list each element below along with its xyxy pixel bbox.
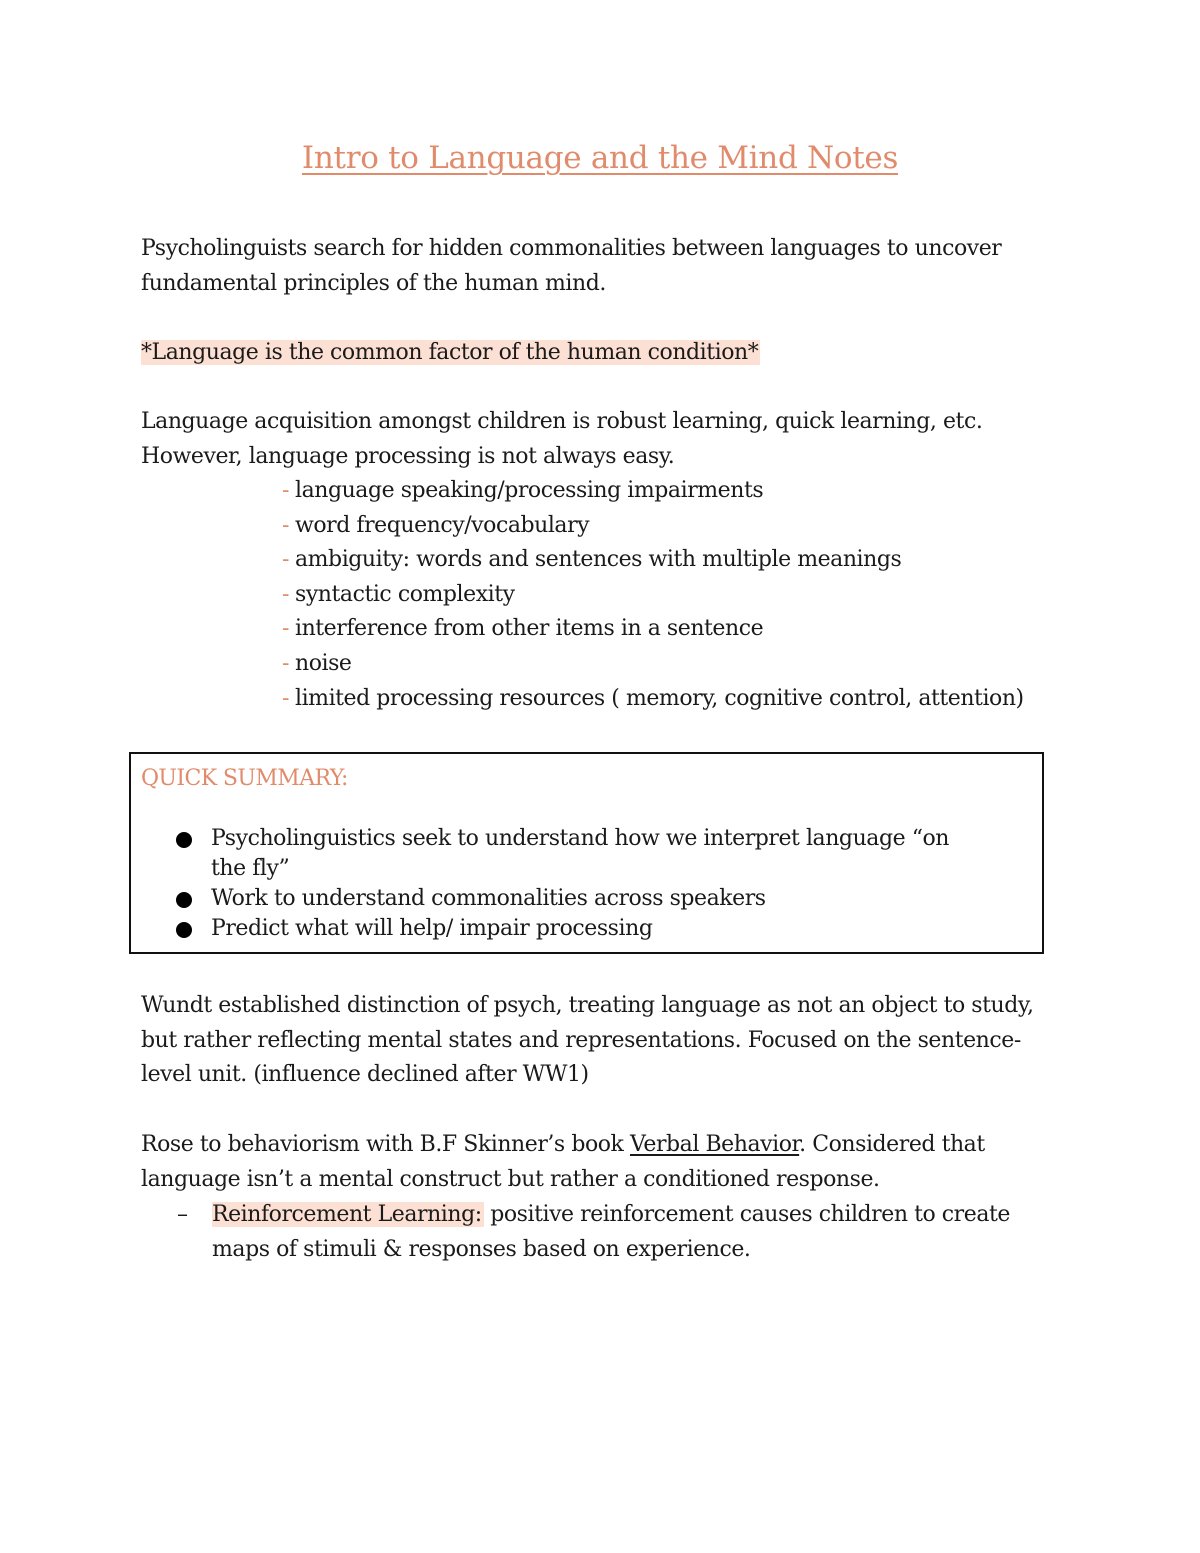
intro-paragraph: Psycholinguists search for hidden commonalities between languages to uncover fundamental principles of the human mind. <box>141 236 1002 296</box>
bullet-icon <box>176 892 192 908</box>
list-item: - syntactic complexity <box>282 581 515 607</box>
dash-marker: - <box>282 478 289 503</box>
quick-summary-box <box>129 752 1044 954</box>
dash-marker: - <box>282 581 289 607</box>
list-item: - word frequency/vocabulary <box>282 512 590 538</box>
acquisition-line-1: Language acquisition amongst children is robust learning, quick learning, etc. <box>141 409 983 434</box>
summary-item: Psycholinguistics seek to understand how we interpret language “on the fly” <box>131 824 951 884</box>
dash-marker: – <box>177 1202 188 1227</box>
reinforcement-term: Reinforcement Learning: <box>212 1202 482 1227</box>
list-item: - limited processing resources ( memory, cognitive control, attention) <box>282 685 1024 711</box>
list-item: - ambiguity: words and sentences with multiple meanings <box>282 547 902 573</box>
list-item: - language speaking/processing impairments <box>282 478 764 503</box>
highlight-note: *Language is the common factor of the human condition* <box>141 340 759 365</box>
bullet-icon <box>176 832 192 848</box>
summary-title: QUICK SUMMARY: <box>141 766 348 791</box>
dash-marker: - <box>282 616 289 642</box>
acquisition-line-2: However, language processing is not always easy. <box>141 444 675 469</box>
book-title: Verbal Behavior <box>629 1132 800 1157</box>
highlight-note-line <box>141 336 1061 371</box>
wundt-paragraph: Wundt established distinction of psych, treating language as not an object to study, but rather reflecting mental states and representations. Focused on the sentence-level unit. (influence declined after WW1) <box>141 993 1034 1087</box>
bullet-icon <box>176 922 192 938</box>
dash-marker: - <box>282 650 289 676</box>
behaviorism-paragraph: Rose to behaviorism with B.F Skinner’s book Verbal Behavior. Considered that language isn’t a mental construct but rather a conditioned response. <box>141 1132 985 1192</box>
reinforcement-description: positive reinforcement causes children to create maps of stimuli & responses based on experience. <box>212 1202 1010 1262</box>
dash-marker: - <box>282 685 289 711</box>
list-item: - interference from other items in a sentence <box>282 616 764 642</box>
summary-item: Work to understand commonalities across speakers <box>131 884 951 914</box>
dash-marker: - <box>282 512 289 538</box>
processing-difficulties-list <box>282 474 1024 716</box>
summary-item: Predict what will help/ impair processing <box>131 914 951 944</box>
dash-marker: - <box>282 547 289 573</box>
summary-list <box>131 824 951 944</box>
list-item: - noise <box>282 650 352 676</box>
page-title: Intro to Language and the Mind Notes <box>301 140 899 176</box>
